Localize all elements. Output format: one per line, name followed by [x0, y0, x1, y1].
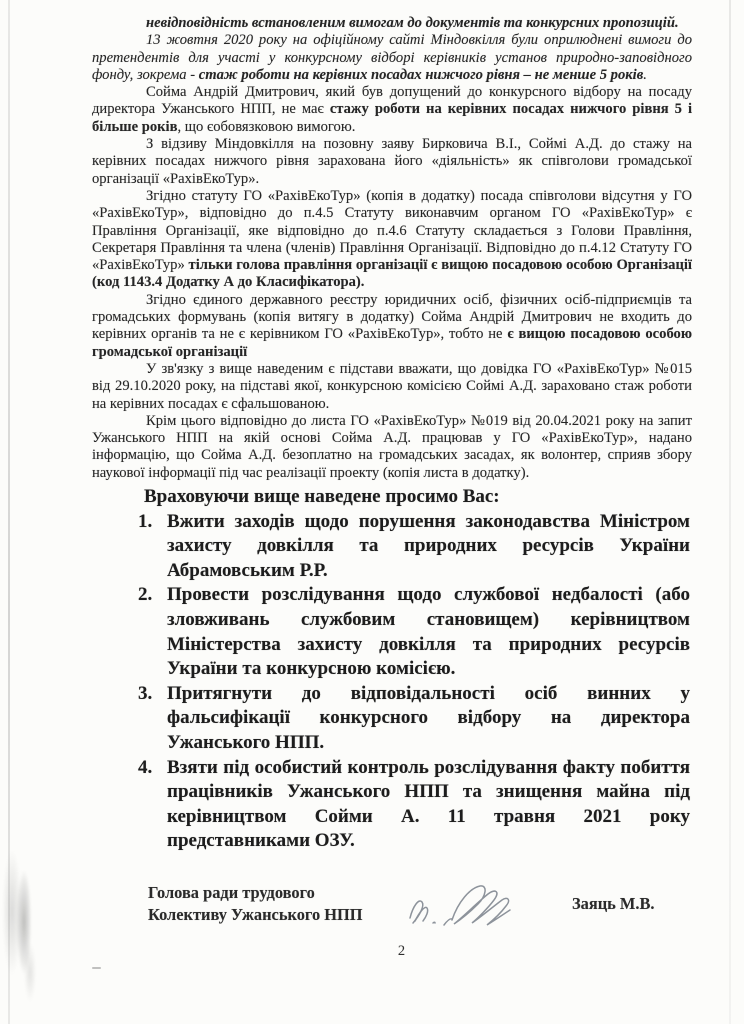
paragraph — [92, 32, 692, 84]
paragraph-text: Згідно єдиного державного реєстру юридичних осіб, фізичних осіб-підприємців та громадських формувань (копія витягу в додатку) Сойма Андрій Дмитрович не входить до керівних органів та не є керівником ГО «РахівЕкоТур», тобто не — [92, 291, 692, 343]
scan-edge-artifact-right — [729, 0, 731, 1024]
request-item-text: Провести розслідування щодо службової недбалості (або зловживань службовим становищем) керівництвом Міністерства захисту довкілля та природних ресурсів України та конкурсною комісією. — [167, 584, 690, 680]
request-item-text: Взяти під особистий контроль розслідування факту побиття працівників Ужанського НПП та знищення майна під керівництвом Сойми А. 11 травня 2021 року представниками ОЗУ. — [167, 756, 690, 852]
scan-smudge-artifact — [0, 852, 42, 1024]
paragraph — [92, 188, 692, 292]
request-item-number: 2. — [138, 584, 153, 606]
request-section — [138, 485, 690, 854]
signer-role — [148, 882, 400, 925]
request-item-number: 1. — [138, 510, 153, 532]
request-item-text: Притягнути до відповідальності осіб винних у фальсифікації конкурсного відбору на директора Ужанського НПП. — [167, 682, 690, 753]
paragraph — [92, 136, 692, 188]
signer-role-line1: Голова ради трудового — [148, 883, 315, 903]
request-item — [138, 510, 690, 584]
paragraph-text: . — [643, 66, 647, 83]
page-number: 2 — [397, 943, 406, 959]
paragraph-text-bold: стаж роботи на керівних посадах нижчого рівня – не менше 5 років — [198, 66, 644, 83]
paragraph-text: У зв'язку з вище наведеним є підстави вважати, що довідка ГО «РахівЕкоТур» №015 від 29.10.2020 року, на підставі якої, конкурсною комісією Соймі А.Д. зараховано стаж роботи на керівних посадах є сфальшованою. — [92, 360, 692, 412]
paragraph-text: невідповідність встановленим вимогам до документів та конкурсних пропозицій. — [146, 15, 679, 31]
paragraph-continuation — [92, 15, 692, 32]
request-item — [138, 756, 690, 854]
paragraph — [92, 84, 692, 136]
paragraph — [92, 413, 692, 482]
signature-block — [148, 872, 692, 936]
paragraph-text: Сойма Андрій Дмитрович, який був допущений до конкурсного відбору на посаду директора Ужанського НПП, не має — [92, 84, 692, 118]
paragraph-text-bold: тільки голова правління організації є вищою посадовою особою Організації (код 1143.4 Додатку А до Класифікатора). — [92, 257, 692, 291]
paragraph-text: Згідно статуту ГО «РахівЕкоТур» (копія в додатку) посада співголови відсутня у ГО «РахівЕкоТур», відповідно до п.4.5 Статуту виконавчим органом ГО «РахівЕкоТур» є Правління Організації, яке відповідно до п.4.6 Статуту складається з Голови Правління, Секретаря Правління та члена (членів) Правління Організації. Відповідно до п.4.12 Статуту ГО «РахівЕкоТур» — [92, 187, 692, 274]
scan-speck — [92, 967, 101, 969]
paragraph-text-bold: стажу роботи на керівних посадах нижчого рівня 5 і більше років — [92, 101, 693, 135]
handwritten-signature-icon — [400, 872, 540, 936]
request-item-number: 3. — [138, 682, 153, 704]
request-item — [138, 682, 690, 756]
paragraph-text: З відзиву Міндовкілля на позовну заяву Бирковича В.І., Соймі А.Д. до стажу на керівних посадах нижчого рівня зарахована його «діяльність» як співголови громадської організації «РахівЕкоТур». — [92, 136, 692, 187]
request-item — [138, 583, 690, 681]
signer-role-line2: Колективу Ужанського НПП — [148, 904, 363, 924]
paragraph-text: , що єобовязковою вимогою. — [177, 118, 356, 135]
paragraph — [92, 361, 692, 413]
paragraph-text-bold: є вищою посадовою особою громадської організації — [92, 326, 692, 360]
paragraph-text: 13 жовтня 2020 року на офіційному сайті Міндовкілля були оприлюднені вимоги до претендентів для участі у конкурсному відборі керівників установ природно-заповідного фонду, зокрема - — [92, 32, 692, 83]
paragraph — [92, 292, 692, 361]
request-item-text: Вжити заходів щодо порушення законодавства Міністром захисту довкілля та природних ресурсів України Абрамовським Р.Р. — [167, 510, 690, 581]
paragraph-text: Крім цього відповідно до листа ГО «РахівЕкоТур» №019 від 20.04.2021 року на запит Ужанського НПП на якій основі Сойма А.Д. працював у ГО «РахівЕкоТур», надано інформацію, що Сойма А.Д. безоплатно на громадських засадах, як волонтер, сприяв збору наукової інформації під час реалізації проекту (копія листа в додатку). — [92, 412, 692, 481]
signer-name: Заяць М.В. — [572, 894, 655, 914]
document-body — [92, 15, 692, 936]
request-heading: Враховуючи вище наведене просимо Вас: — [144, 486, 500, 508]
request-item-number: 4. — [138, 756, 153, 778]
